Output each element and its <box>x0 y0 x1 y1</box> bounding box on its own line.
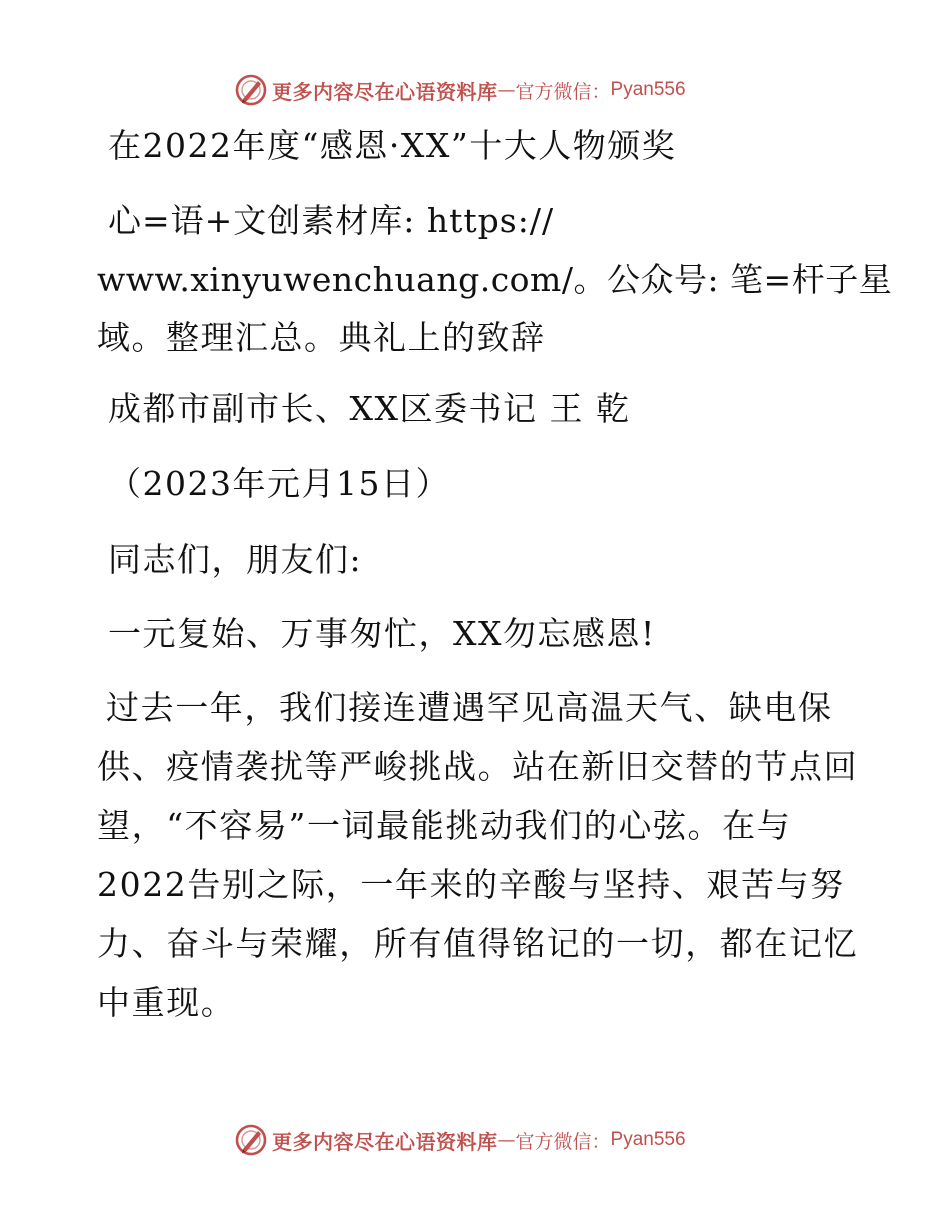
watermark-wechat-label: 官方微信： <box>515 80 611 103</box>
paragraph-line: 力、奋斗与荣耀，所有值得铭记的一切，都在记忆 <box>97 924 859 963</box>
watermark-dash: — <box>497 79 516 101</box>
watermark-dash: — <box>497 1129 516 1151</box>
header-watermark <box>234 72 686 108</box>
pen-circle-logo-icon <box>234 1123 268 1157</box>
salutation-line: 同志们，朋友们: <box>108 540 363 579</box>
paragraph-line: 过去一年，我们接连遭遇罕见高温天气、缺电保 <box>106 688 833 727</box>
paragraph-line: 中重现。 <box>97 983 236 1022</box>
document-line: www.xinyuwenchuang.com/。公众号: 笔=杆子星 <box>97 260 893 299</box>
watermark-main-text: 更多内容尽在心语资料库 <box>272 79 498 104</box>
watermark-wechat-label: 官方微信： <box>515 1130 611 1153</box>
paragraph-line: 供、疫情袭扰等严峻挑战。站在新旧交替的节点回 <box>97 747 859 786</box>
document-line: 心=语+文创素材库: https:// <box>108 201 555 240</box>
pen-circle-logo-icon <box>234 73 268 107</box>
watermark-wechat-account: Pyan556 <box>610 79 686 100</box>
watermark-main-text: 更多内容尽在心语资料库 <box>272 1129 498 1154</box>
watermark-wechat-account: Pyan556 <box>610 1129 686 1150</box>
date-line: （2023年元月15日） <box>108 464 450 503</box>
speaker-line: 成都市副市长、XX区委书记 王 乾 <box>108 389 631 428</box>
document-title: 在2022年度“感恩·XX”十大人物颁奖 <box>108 126 677 165</box>
footer-watermark <box>234 1122 686 1158</box>
paragraph-line: 望，“不容易”一词最能挑动我们的心弦。在与 <box>97 806 792 845</box>
opening-line: 一元复始、万事匆忙，XX勿忘感恩! <box>108 614 656 653</box>
document-line: 域。整理汇总。典礼上的致辞 <box>97 318 546 357</box>
paragraph-line: 2022告别之际，一年来的辛酸与坚持、艰苦与努 <box>97 865 845 904</box>
